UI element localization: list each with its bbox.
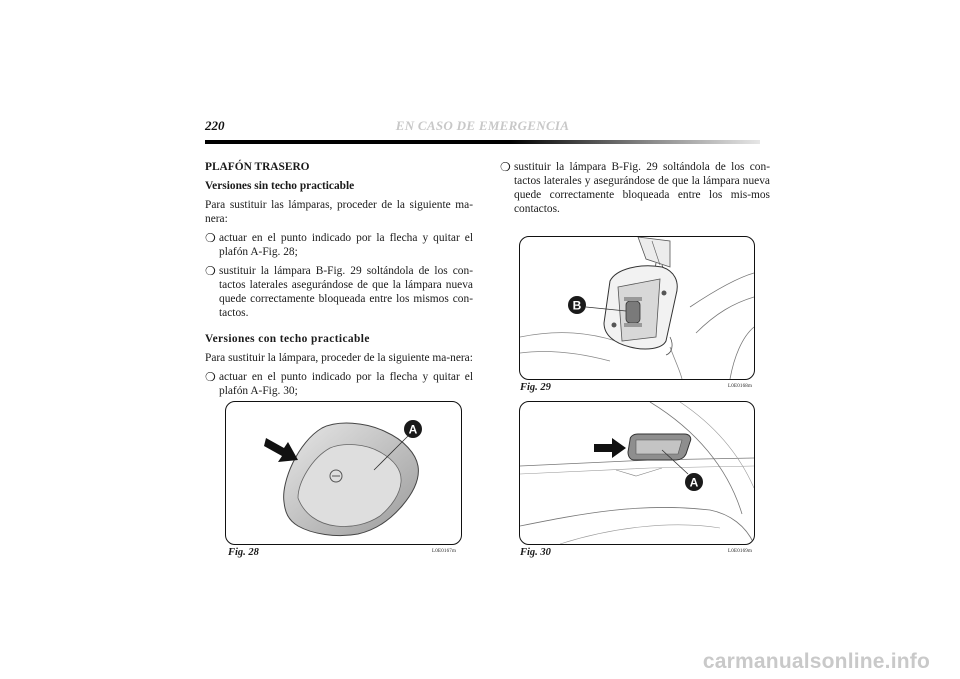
- bullet-icon: ❍: [205, 231, 216, 245]
- bullet-item: [205, 231, 473, 259]
- intro-no-sunroof: Para sustituir las lámparas, proceder de la siguiente ma-nera:: [205, 199, 473, 225]
- bullet-text: sustituir la lámpara B-Fig. 29 soltándola de los con-tactos laterales y asegurándose de que la lámpara nueva quede correctamente bloqueada entre los mis-mos contactos.: [514, 161, 770, 215]
- bullet-item: [205, 370, 473, 398]
- bullet-text: actuar en el punto indicado por la flecha y quitar el plafón A-Fig. 28;: [219, 232, 473, 258]
- bullet-item: [500, 160, 770, 216]
- subheading-no-sunroof: Versiones sin techo practicable: [205, 180, 355, 192]
- svg-text:A: A: [689, 475, 699, 490]
- lamp-icon: [626, 301, 640, 323]
- bullet-text: sustituir la lámpara B-Fig. 29 soltándola de los con-tactos laterales asegurándose de que la lámpara nueva quede correctamente bloqueada entre los mismos con-tactos.: [219, 265, 473, 319]
- figure-code: L0E0168m: [728, 384, 753, 389]
- figure-28: [225, 401, 462, 545]
- bullet-icon: ❍: [205, 370, 216, 384]
- sunroof-ceiling-light-illustration: [520, 402, 754, 544]
- svg-text:B: B: [572, 298, 582, 313]
- bullet-text: actuar en el punto indicado por la flecha y quitar el plafón A-Fig. 30;: [219, 371, 473, 397]
- figure-30: [519, 401, 755, 545]
- arrow-icon: [594, 438, 626, 458]
- subheading-with-sunroof: Versiones con techo practicable: [205, 333, 370, 345]
- running-title: EN CASO DE EMERGENCIA: [395, 118, 570, 133]
- bullet-item: [205, 264, 473, 320]
- section-heading: PLAFÓN TRASERO: [205, 161, 310, 173]
- figure-caption: Fig. 28: [228, 547, 259, 558]
- figure-code: L0E0169m: [728, 549, 753, 554]
- svg-text:A: A: [408, 422, 418, 437]
- intro-with-sunroof: Para sustituir la lámpara, proceder de la siguiente ma-nera:: [205, 352, 473, 364]
- left-column: [205, 160, 473, 403]
- right-column: [500, 160, 770, 221]
- rear-ceiling-light-illustration: [226, 402, 461, 544]
- figure-code: L0E0167m: [432, 549, 457, 554]
- figure-caption: Fig. 30: [520, 547, 551, 558]
- header-rule: [205, 140, 760, 144]
- lamp-replacement-illustration: [520, 237, 754, 379]
- figure-caption: Fig. 29: [520, 382, 551, 393]
- page-number: 220: [205, 118, 225, 133]
- bullet-icon: ❍: [205, 264, 216, 278]
- figure-29: [519, 236, 755, 380]
- bullet-icon: ❍: [500, 160, 511, 174]
- page-header: [205, 118, 760, 140]
- watermark: carmanualsonline.info: [702, 650, 930, 673]
- arrow-icon: [264, 438, 298, 462]
